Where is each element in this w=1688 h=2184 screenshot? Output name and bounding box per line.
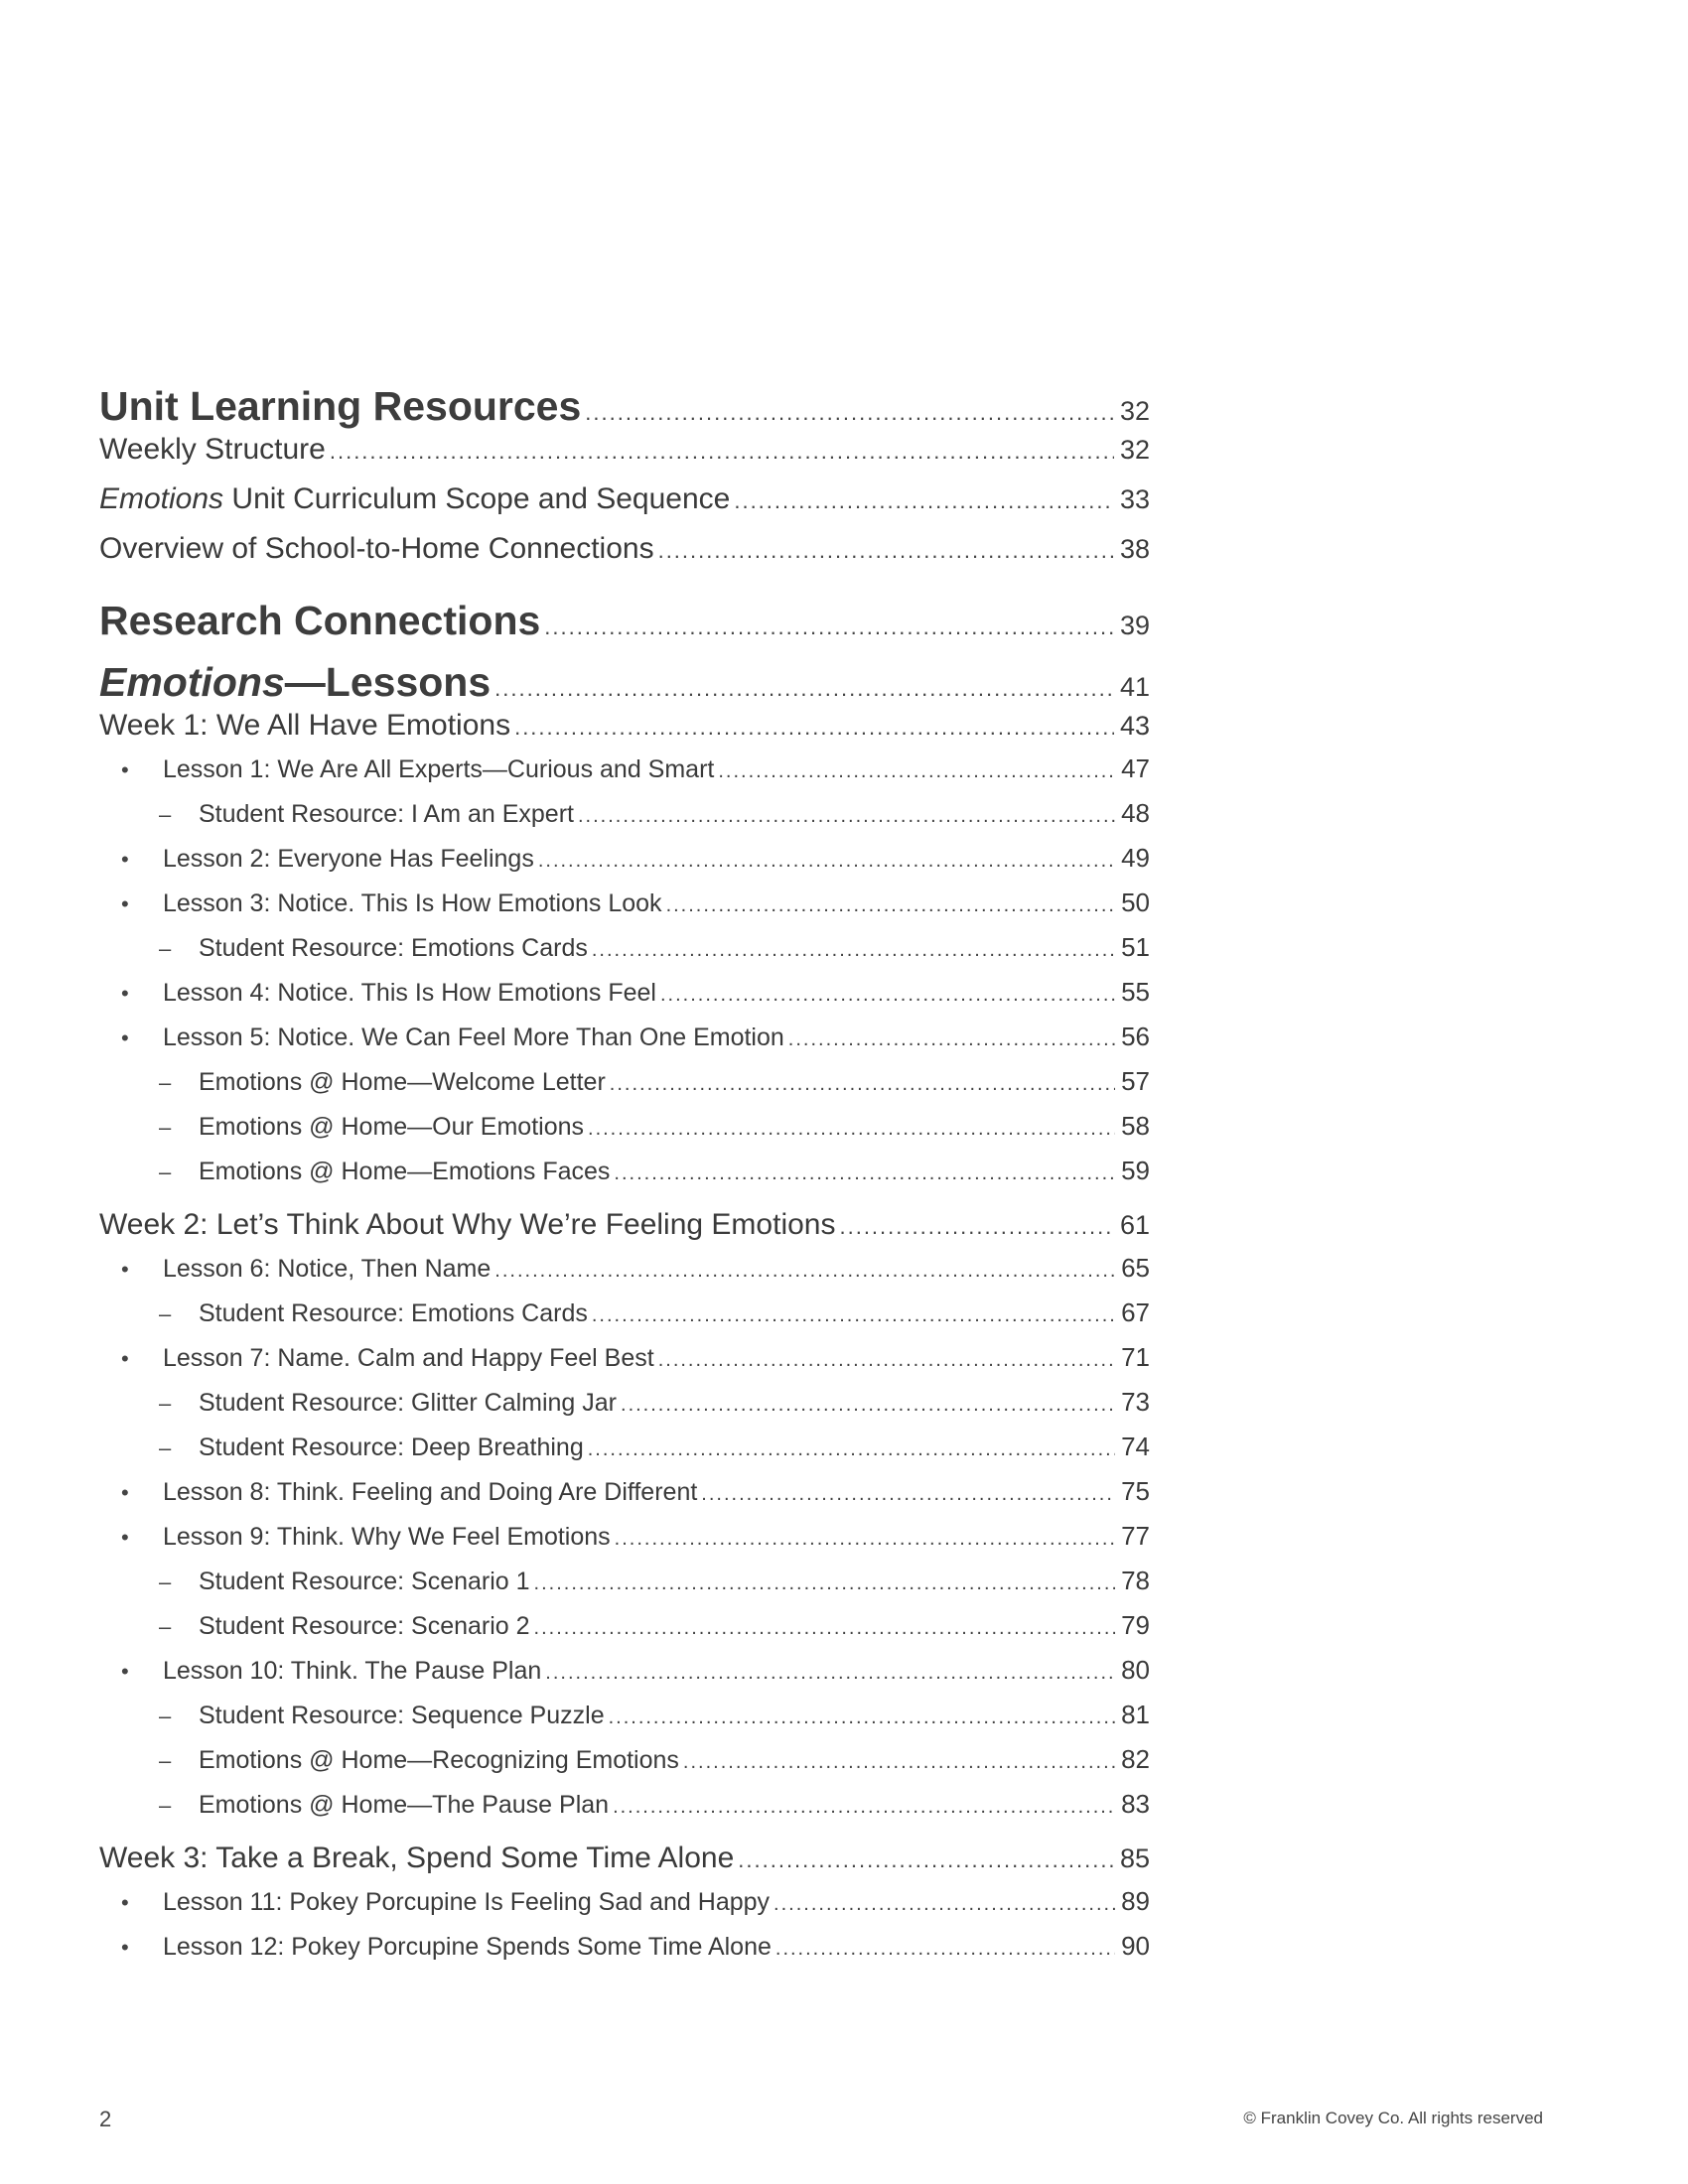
- dot-leader: [839, 1214, 1113, 1240]
- toc-entry-label: Student Resource: Emotions Cards: [199, 1299, 588, 1327]
- toc-entry-label: Lesson 5: Notice. We Can Feel More Than One Emotion: [163, 1024, 784, 1051]
- toc-resource-entry[interactable]: [99, 1387, 1150, 1432]
- dot-leader: [666, 894, 1116, 917]
- toc-page-number: 56: [1121, 1022, 1150, 1051]
- toc-page-number: 38: [1119, 534, 1150, 564]
- toc-entry-label: Emotions @ Home—Recognizing Emotions: [199, 1746, 679, 1774]
- dot-leader: [683, 1751, 1115, 1774]
- dot-leader: [615, 1528, 1115, 1551]
- dot-leader: [658, 538, 1114, 564]
- toc-page-number: 78: [1121, 1566, 1150, 1595]
- bullet-icon: •: [121, 1659, 129, 1684]
- toc-entry-label-wrap: [121, 1344, 654, 1373]
- toc-page-number: 74: [1121, 1432, 1150, 1461]
- bullet-icon: •: [121, 1935, 129, 1960]
- toc-page-number: 51: [1121, 932, 1150, 962]
- toc-entry-label-wrap: [121, 1255, 491, 1284]
- dash-icon: –: [159, 1435, 172, 1460]
- toc-page-number: 50: [1121, 887, 1150, 917]
- toc-page-number: 82: [1121, 1744, 1150, 1774]
- dot-leader: [538, 850, 1115, 873]
- dash-icon: –: [159, 802, 172, 827]
- spacer: [99, 1834, 1150, 1842]
- weeks-list: [99, 709, 1150, 1976]
- dot-leader: [774, 1893, 1115, 1916]
- toc-page-number: 41: [1119, 672, 1150, 702]
- dot-leader: [588, 1118, 1115, 1141]
- toc-entry-label-rest: Unit Curriculum Scope and Sequence: [223, 482, 731, 515]
- dot-leader: [330, 439, 1114, 465]
- dash-icon: –: [159, 1115, 172, 1140]
- bullet-icon: •: [121, 1257, 129, 1282]
- dash-icon: –: [159, 1704, 172, 1728]
- dash-icon: –: [159, 936, 172, 961]
- toc-entry-label-wrap: [121, 1657, 541, 1686]
- toc-page-number: 59: [1121, 1156, 1150, 1185]
- toc-week-label: Week 1: We All Have Emotions: [99, 709, 511, 742]
- bullet-icon: •: [121, 891, 129, 916]
- dot-leader: [544, 614, 1114, 640]
- dot-leader: [534, 1572, 1116, 1595]
- dash-icon: –: [159, 1160, 172, 1184]
- toc-entry-label-wrap: [159, 1299, 588, 1328]
- italic-title-word: Emotions: [99, 659, 285, 705]
- toc-page-number: 85: [1119, 1843, 1150, 1873]
- toc-page-number: 61: [1119, 1210, 1150, 1240]
- toc-entry-label: Lesson 6: Notice, Then Name: [163, 1255, 492, 1283]
- toc-lesson-entry[interactable]: [99, 1655, 1150, 1700]
- toc-lesson-entry[interactable]: [99, 1476, 1150, 1521]
- toc-page-number: 43: [1119, 711, 1150, 741]
- toc-lesson-entry[interactable]: [99, 1022, 1150, 1066]
- toc-entry-label: Lesson 12: Pokey Porcupine Spends Some Time Alone: [163, 1933, 772, 1961]
- toc-entry-label-wrap: [159, 800, 574, 829]
- toc-page-number: 67: [1121, 1297, 1150, 1327]
- dot-leader: [614, 1162, 1115, 1185]
- toc-page-number: 81: [1121, 1700, 1150, 1729]
- toc-entry-label: Lesson 7: Name. Calm and Happy Feel Best: [163, 1344, 654, 1372]
- toc-resource-entry[interactable]: [99, 798, 1150, 843]
- toc-lesson-entry[interactable]: [99, 1931, 1150, 1976]
- dot-leader: [621, 1394, 1115, 1417]
- toc-week-label: Week 3: Take a Break, Spend Some Time Alone: [99, 1842, 735, 1874]
- toc-page-number: 47: [1121, 753, 1150, 783]
- page-number: 2: [99, 2107, 112, 2131]
- toc-entry-label-wrap: [159, 1702, 605, 1730]
- toc-page-number: 33: [1119, 484, 1150, 514]
- toc-lesson-entry[interactable]: [99, 1342, 1150, 1387]
- toc-entry-label-wrap: [159, 1612, 530, 1641]
- toc-entry-label-wrap: [121, 1523, 611, 1552]
- dash-icon: –: [159, 1391, 172, 1416]
- dot-leader: [613, 1796, 1115, 1819]
- toc-entry-label-wrap: [159, 934, 588, 963]
- toc-entry-label-wrap: [121, 755, 714, 784]
- toc-entry-label: Weekly Structure: [99, 433, 326, 466]
- toc-entry-label-wrap: [159, 1433, 584, 1462]
- toc-entry-label: Lesson 9: Think. Why We Feel Emotions: [163, 1523, 611, 1551]
- toc-page-number: 32: [1119, 396, 1150, 426]
- toc-heading-emotions-lessons[interactable]: [99, 659, 1150, 709]
- bullet-icon: •: [121, 1480, 129, 1505]
- dot-leader: [514, 715, 1114, 741]
- italic-title-word: Emotions: [99, 482, 224, 515]
- toc-entry-label: Lesson 11: Pokey Porcupine Is Feeling Sad and Happy: [163, 1888, 771, 1916]
- toc-lesson-entry[interactable]: [99, 843, 1150, 887]
- toc-entry-school-to-home-overview[interactable]: [99, 532, 1150, 582]
- toc-entry-label-wrap: [121, 1888, 770, 1917]
- toc-entry-label-wrap: [159, 1791, 609, 1820]
- dash-icon: –: [159, 1793, 172, 1818]
- toc-page-number: 48: [1121, 798, 1150, 828]
- toc-resource-entry[interactable]: [99, 1066, 1150, 1111]
- dash-icon: –: [159, 1070, 172, 1095]
- toc-lesson-entry[interactable]: [99, 1886, 1150, 1931]
- toc-entry-label: Lesson 10: Think. The Pause Plan: [163, 1657, 542, 1685]
- dot-leader: [775, 1938, 1115, 1961]
- spacer: [99, 647, 1150, 659]
- toc-entry-scope-and-sequence[interactable]: [99, 482, 1150, 532]
- toc-entry-label: Emotions @ Home—The Pause Plan: [199, 1791, 610, 1819]
- toc-page-number: 32: [1119, 435, 1150, 465]
- bullet-icon: •: [121, 847, 129, 872]
- toc-page-number: 79: [1121, 1610, 1150, 1640]
- dot-leader: [701, 1483, 1115, 1506]
- dot-leader: [545, 1662, 1115, 1685]
- toc-resource-entry[interactable]: [99, 932, 1150, 977]
- toc-heading-unit-learning-resources[interactable]: [99, 383, 1150, 433]
- toc-entry-label-wrap: [159, 1158, 610, 1186]
- toc-page-number: 58: [1121, 1111, 1150, 1141]
- toc-entry-label-wrap: [121, 845, 534, 874]
- dot-leader: [788, 1028, 1115, 1051]
- toc-heading-label: [99, 659, 491, 706]
- toc-entry-weekly-structure[interactable]: [99, 433, 1150, 482]
- toc-lesson-entry[interactable]: [99, 753, 1150, 798]
- toc-page-number: 57: [1121, 1066, 1150, 1096]
- toc-entry-label-wrap: [159, 1113, 584, 1142]
- toc-page-number: 80: [1121, 1655, 1150, 1685]
- toc-entry-label: Lesson 2: Everyone Has Feelings: [163, 845, 534, 873]
- toc-heading-label: Research Connections: [99, 598, 541, 643]
- toc-resource-entry[interactable]: [99, 1156, 1150, 1200]
- toc-entry-label-wrap: [121, 979, 656, 1008]
- toc-page-number: 83: [1121, 1789, 1150, 1819]
- toc-lesson-entry[interactable]: [99, 1521, 1150, 1566]
- toc-entry-label: Emotions @ Home—Our Emotions: [199, 1113, 585, 1141]
- dot-leader: [588, 1438, 1115, 1461]
- toc-entry-label: Lesson 1: We Are All Experts—Curious and Smart: [163, 755, 715, 783]
- toc-lesson-entry[interactable]: [99, 1253, 1150, 1297]
- bullet-icon: •: [121, 1025, 129, 1050]
- spacer: [99, 1200, 1150, 1208]
- toc-week-1[interactable]: [99, 709, 1150, 753]
- dot-leader: [734, 488, 1114, 514]
- toc-page-number: 89: [1121, 1886, 1150, 1916]
- toc-resource-entry[interactable]: [99, 1610, 1150, 1655]
- toc-entry-label: Overview of School-to-Home Connections: [99, 532, 654, 565]
- dash-icon: –: [159, 1570, 172, 1594]
- toc-entry-label: Lesson 8: Think. Feeling and Doing Are Different: [163, 1478, 698, 1506]
- toc-entry-label-wrap: [121, 889, 662, 918]
- toc-week-2[interactable]: [99, 1208, 1150, 1253]
- toc-entry-label: Student Resource: Emotions Cards: [199, 934, 588, 962]
- bullet-icon: •: [121, 757, 129, 782]
- dot-leader: [585, 400, 1114, 426]
- dot-leader: [578, 805, 1115, 828]
- dot-leader: [610, 1073, 1115, 1096]
- toc-resource-entry[interactable]: [99, 1744, 1150, 1789]
- dash-icon: –: [159, 1301, 172, 1326]
- dot-leader: [609, 1706, 1115, 1729]
- toc-entry-label: Emotions @ Home—Welcome Letter: [199, 1068, 606, 1096]
- dot-leader: [738, 1847, 1114, 1873]
- toc-resource-entry[interactable]: [99, 1566, 1150, 1610]
- toc-page-number: 55: [1121, 977, 1150, 1007]
- spacer: [99, 582, 1150, 598]
- toc-resource-entry[interactable]: [99, 1789, 1150, 1834]
- dash-icon: –: [159, 1614, 172, 1639]
- toc-week-3[interactable]: [99, 1842, 1150, 1886]
- toc-resource-entry[interactable]: [99, 1700, 1150, 1744]
- dot-leader: [718, 760, 1115, 783]
- toc-lesson-entry[interactable]: [99, 977, 1150, 1022]
- toc-entry-label-wrap: [159, 1068, 606, 1097]
- toc-page-number: 39: [1119, 611, 1150, 640]
- toc-page-number: 71: [1121, 1342, 1150, 1372]
- toc-heading-label-rest: —Lessons: [284, 659, 492, 705]
- toc-week-label: Week 2: Let’s Think About Why We’re Feeling Emotions: [99, 1208, 836, 1241]
- bullet-icon: •: [121, 1346, 129, 1371]
- table-of-contents: [99, 383, 1150, 1976]
- toc-entry-label-wrap: [121, 1024, 784, 1052]
- toc-entry-label: Emotions @ Home—Emotions Faces: [199, 1158, 611, 1185]
- dot-leader: [494, 676, 1114, 702]
- toc-entry-label: [99, 482, 730, 516]
- bullet-icon: •: [121, 1890, 129, 1915]
- toc-resource-entry[interactable]: [99, 1297, 1150, 1342]
- toc-entry-label-wrap: [159, 1568, 530, 1596]
- toc-entry-label: Student Resource: Sequence Puzzle: [199, 1702, 605, 1729]
- toc-entry-label-wrap: [121, 1933, 772, 1962]
- toc-heading-label: Unit Learning Resources: [99, 383, 582, 429]
- bullet-icon: •: [121, 1525, 129, 1550]
- copyright-notice: © Franklin Covey Co. All rights reserved: [1243, 2109, 1543, 2127]
- toc-page-number: 77: [1121, 1521, 1150, 1551]
- toc-page-number: 65: [1121, 1253, 1150, 1283]
- dash-icon: –: [159, 1748, 172, 1773]
- toc-entry-label-wrap: [121, 1478, 697, 1507]
- toc-heading-research-connections[interactable]: [99, 598, 1150, 647]
- toc-page-number: 75: [1121, 1476, 1150, 1506]
- dot-leader: [592, 939, 1115, 962]
- dot-leader: [660, 984, 1115, 1007]
- toc-resource-entry[interactable]: [99, 1111, 1150, 1156]
- toc-lesson-entry[interactable]: [99, 887, 1150, 932]
- toc-page-number: 73: [1121, 1387, 1150, 1417]
- toc-entry-label: Student Resource: Scenario 1: [199, 1568, 530, 1595]
- toc-entry-label-wrap: [159, 1746, 679, 1775]
- toc-page-number: 90: [1121, 1931, 1150, 1961]
- toc-entry-label: Student Resource: Scenario 2: [199, 1612, 530, 1640]
- dot-leader: [592, 1304, 1115, 1327]
- toc-entry-label: Lesson 4: Notice. This Is How Emotions Feel: [163, 979, 656, 1007]
- toc-entry-label: Student Resource: I Am an Expert: [199, 800, 574, 828]
- dot-leader: [494, 1260, 1115, 1283]
- dot-leader: [534, 1617, 1116, 1640]
- toc-entry-label-wrap: [159, 1389, 617, 1418]
- toc-entry-label: Student Resource: Deep Breathing: [199, 1433, 584, 1461]
- toc-resource-entry[interactable]: [99, 1432, 1150, 1476]
- dot-leader: [658, 1349, 1115, 1372]
- toc-entry-label: Student Resource: Glitter Calming Jar: [199, 1389, 618, 1417]
- toc-page-number: 49: [1121, 843, 1150, 873]
- toc-entry-label: Lesson 3: Notice. This Is How Emotions Look: [163, 889, 662, 917]
- bullet-icon: •: [121, 981, 129, 1006]
